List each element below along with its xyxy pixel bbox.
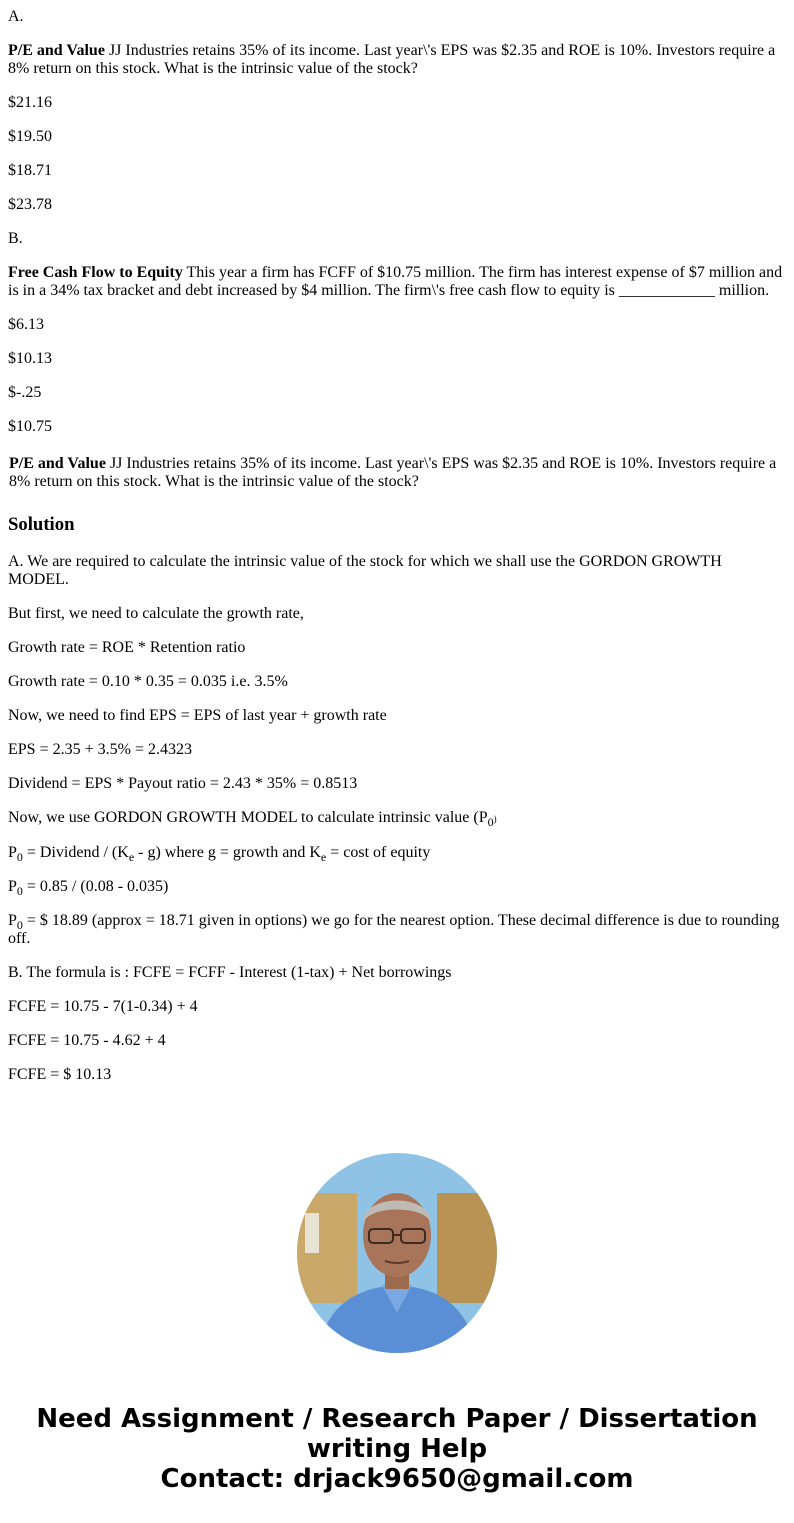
solution-line: Now, we need to find EPS = EPS of last year + growth rate <box>8 707 387 724</box>
footer-line-1: Need Assignment / Research Paper / Dissertation <box>36 1404 758 1434</box>
question-repeat-body: JJ Industries retains 35% of its income. Last year\'s EPS was $2.35 and ROE is 10%. Investors require a 8% return on this stock. What is the intrinsic value of the stock? <box>9 455 777 490</box>
question-a-option-3: $18.71 <box>8 162 52 179</box>
question-b-title: Free Cash Flow to Equity <box>8 264 183 281</box>
solution-line: Dividend = EPS * Payout ratio = 2.43 * 35% = 0.8513 <box>8 775 358 792</box>
question-a-text <box>8 42 786 78</box>
question-a-option-1: $21.16 <box>8 94 52 111</box>
question-repeat-table <box>6 452 786 494</box>
gordon-calc-2: $P_0$ = $ 18.89 (approx = 18.71 given in options) we go for the nearest option. These decimal difference is due to rounding off. <box>8 912 780 947</box>
footer-contact-email: Contact: drjack9650@gmail.com <box>160 1464 634 1494</box>
fcfe-line: FCFE = 10.75 - 7(1-0.34) + 4 <box>8 998 198 1015</box>
gordon-calc-1: $P_0 = 0.85 / (0.08 - 0.035)$ <box>8 878 169 898</box>
question-a-option-4: $23.78 <box>8 196 52 213</box>
solution-line: EPS = 2.35 + 3.5% = 2.4323 <box>8 741 192 758</box>
question-a-option-2: $19.50 <box>8 128 52 145</box>
question-b-label: B. <box>8 230 23 247</box>
question-a-title: P/E and Value <box>8 42 105 59</box>
person-photo-icon <box>297 1153 497 1353</box>
question-repeat-title: P/E and Value <box>9 455 106 472</box>
question-b-option-4: $10.75 <box>8 418 52 435</box>
question-b-option-2: $10.13 <box>8 350 52 367</box>
fcfe-line: B. The formula is : FCFE = FCFF - Interest (1-tax) + Net borrowings <box>8 964 452 981</box>
document-body <box>8 0 786 1100</box>
solution-line: A. We are required to calculate the intrinsic value of the stock for which we shall use the GORDON GROWTH MODEL. <box>8 553 722 588</box>
question-a-body: JJ Industries retains 35% of its income. Last year\'s EPS was $2.35 and ROE is 10%. Investors require a 8% return on this stock. What is the intrinsic value of the stock? <box>8 42 776 77</box>
gordon-formula: $P_0$ = Dividend / $(K_e - g)$ where g = growth and $K_e = \cos t$ of equity <box>8 844 431 864</box>
solution-line: Growth rate = 0.10 * 0.35 = 0.035 i.e. 3.5% <box>8 673 288 690</box>
question-repeat-cell <box>8 454 784 492</box>
footer-contact <box>0 1404 794 1494</box>
gordon-intro: Now, we use GORDON GROWTH MODEL to calculate intrinsic value $(P_0)$ <box>8 809 497 829</box>
question-b-option-3: $-.25 <box>8 384 42 401</box>
fcfe-line: FCFE = $ 10.13 <box>8 1066 112 1083</box>
author-avatar <box>297 1153 497 1353</box>
question-b-text <box>8 264 786 300</box>
question-a-label: A. <box>8 8 24 25</box>
question-b-option-1: $6.13 <box>8 316 44 333</box>
footer-line-2: writing Help <box>306 1434 488 1464</box>
solution-line: But first, we need to calculate the growth rate, <box>8 605 304 622</box>
solution-heading: Solution <box>8 514 75 535</box>
solution-line: Growth rate = ROE * Retention ratio <box>8 639 246 656</box>
question-b-body: This year a firm has FCFF of $10.75 million. The firm has interest expense of $7 million and is in a 34% tax bracket and debt increased by $4 million. The firm\'s free cash flow to equity is ____________ million. <box>8 264 783 299</box>
fcfe-line: FCFE = 10.75 - 4.62 + 4 <box>8 1032 166 1049</box>
